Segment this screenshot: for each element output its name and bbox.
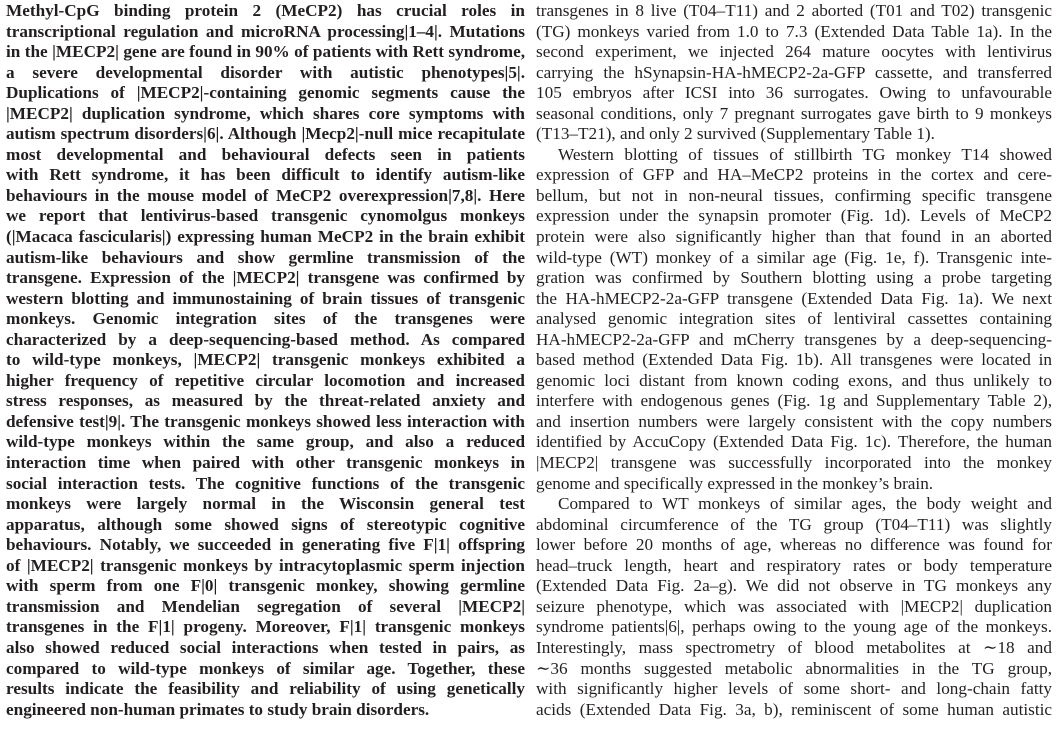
abstract-line: transcriptional regulation and microRNA processing|1–4|. Mutations <box>6 21 525 41</box>
abstract-line: social interaction tests. The cognitive functions of the transgenic <box>6 473 525 493</box>
body-line: with significantly higher levels of some short- and long-chain fatty <box>536 679 1052 699</box>
body-line: analysed genomic integration sites of lentiviral cassettes containing <box>536 309 1052 329</box>
body-line: second experiment, we injected 264 mature oocytes with lentivirus <box>536 42 1052 62</box>
body-line: Compared to WT monkeys of similar ages, the body weight and <box>558 494 1052 514</box>
body-line: syndrome patients|6|, perhaps owing to the young age of the monkeys. <box>536 617 1052 637</box>
body-line: 105 embryos after ICSI into 36 surrogates. Owing to unfavourable <box>536 83 1052 103</box>
abstract-line: monkeys were largely normal in the Wisconsin general test <box>6 494 525 514</box>
body-line: expression under the synapsin promoter (Fig. 1d). Levels of MeCP2 <box>536 206 1052 226</box>
body-line: Interestingly, mass spectrometry of blood metabolites at ∼18 and <box>536 637 1052 657</box>
abstract-line: stress responses, as measured by the threat-related anxiety and <box>6 391 525 411</box>
abstract-line: with Rett syndrome, it has been difficult to identify autism-like <box>6 165 525 185</box>
abstract-line: with sperm from one F|0| transgenic monkey, showing germline <box>6 576 525 596</box>
abstract-line: also showed reduced social interactions when tested in pairs, as <box>6 637 525 657</box>
body-line: bellum, but not in non-neural tissues, confirming specific transgene <box>536 185 1052 205</box>
body-line: (TG) monkeys varied from 1.0 to 7.3 (Extended Data Table 1a). In the <box>536 21 1052 41</box>
body-line: seasonal conditions, only 7 pregnant surrogates gave birth to 9 monkeys <box>536 103 1052 123</box>
abstract-line: behaviours. Notably, we succeeded in generating five F|1| offspring <box>6 535 525 555</box>
abstract-line: Duplications of |MECP2|-containing genomic segments cause the <box>6 83 525 103</box>
body-line: |MECP2| transgene was successfully incorporated into the monkey <box>536 453 1052 473</box>
body-line: based method (Extended Data Fig. 1b). All transgenes were located in <box>536 350 1052 370</box>
body-line: (T13–T21), and only 2 survived (Supplementary Table 1). <box>536 124 935 144</box>
abstract-line: characterized by a deep-sequencing-based method. As compared <box>6 329 525 349</box>
body-line: interfere with endogenous genes (Fig. 1g and Supplementary Table 2), <box>536 391 1052 411</box>
body-line: identified by AccuCopy (Extended Data Fig. 1c). Therefore, the human <box>536 432 1052 452</box>
abstract-line: autism spectrum disorders|6|. Although |Mecp2|-null mice recapitulate <box>6 124 525 144</box>
cut-off-line <box>536 720 1052 732</box>
body-line: acids (Extended Data Fig. 3a, b), reminiscent of some human autistic <box>536 699 1052 719</box>
abstract-line: (|Macaca fascicularis|) expressing human MeCP2 in the brain exhibit <box>6 227 525 247</box>
abstract-line: Methyl-CpG binding protein 2 (MeCP2) has crucial roles in <box>6 1 525 20</box>
body-line: transgenes in 8 live (T04–T11) and 2 aborted (T01 and T02) transgenic <box>536 1 1052 20</box>
abstract-line: of |MECP2| transgenic monkeys by intracytoplasmic sperm injection <box>6 555 525 575</box>
abstract-line: to wild-type monkeys, |MECP2| transgenic monkeys exhibited a <box>6 350 525 370</box>
abstract-column <box>6 1 525 720</box>
abstract-line: transmission and Mendelian segregation of several |MECP2| <box>6 596 525 616</box>
abstract-line: wild-type monkeys within the same group, and also a reduced <box>6 432 525 452</box>
body-line: expression of GFP and HA–MeCP2 proteins in the cortex and cere- <box>536 165 1052 185</box>
abstract-line: a severe developmental disorder with autistic phenotypes|5|. <box>6 62 525 82</box>
abstract-line: |MECP2| duplication syndrome, which shares core symptoms with <box>6 103 525 123</box>
body-line: abdominal circumference of the TG group (T04–T11) was slightly <box>536 514 1052 534</box>
abstract-line: results indicate the feasibility and reliability of using genetically <box>6 679 525 699</box>
abstract-line: engineered non-human primates to study brain disorders. <box>6 699 430 719</box>
body-line: the HA-hMECP2-2a-GFP transgene (Extended Data Fig. 1a). We next <box>536 288 1052 308</box>
abstract-line: higher frequency of repetitive circular locomotion and increased <box>6 370 525 390</box>
body-line: Western blotting of tissues of stillbirth TG monkey T14 showed <box>558 144 1052 164</box>
body-column <box>536 1 1052 732</box>
abstract-line: defensive test|9|. The transgenic monkeys showed less interaction with <box>6 411 525 431</box>
body-line: (Extended Data Fig. 2a–g). We did not observe in TG monkeys any <box>536 576 1052 596</box>
abstract-line: transgenes in the F|1| progeny. Moreover, F|1| transgenic monkeys <box>6 617 525 637</box>
abstract-line: in the |MECP2| gene are found in 90% of patients with Rett syndrome, <box>6 42 525 62</box>
abstract-line: interaction time when paired with other transgenic monkeys in <box>6 453 525 473</box>
abstract-line: behaviours in the mouse model of MeCP2 overexpression|7,8|. Here <box>6 185 525 205</box>
body-line: lower before 20 months of age, whereas no difference was found for <box>536 535 1052 555</box>
abstract-line: compared to wild-type monkeys of similar age. Together, these <box>6 658 525 678</box>
body-line: ∼36 months suggested metabolic abnormalities in the TG group, <box>536 658 1052 678</box>
abstract-line: most developmental and behavioural defects seen in patients <box>6 144 525 164</box>
body-line: HA-hMECP2-2a-GFP and mCherry transgenes by a deep-sequencing- <box>536 329 1052 349</box>
abstract-line: transgene. Expression of the |MECP2| transgene was confirmed by <box>6 268 525 288</box>
abstract-line: autism-like behaviours and show germline transmission of the <box>6 247 525 267</box>
body-line: protein were also significantly higher than that found in an aborted <box>536 227 1052 247</box>
body-line: wild-type (WT) monkey of a similar age (Fig. 1e, f). Transgenic inte- <box>536 247 1052 267</box>
body-line: genomic loci distant from known coding exons, and thus unlikely to <box>536 370 1052 390</box>
body-line: and insertion numbers were largely consistent with the copy numbers <box>536 411 1052 431</box>
body-line: gration was confirmed by Southern blotting using a probe targeting <box>536 268 1052 288</box>
abstract-line: western blotting and immunostaining of brain tissues of transgenic <box>6 288 525 308</box>
abstract-line: apparatus, although some showed signs of stereotypic cognitive <box>6 514 525 534</box>
body-line: head–truck length, heart and respiratory rates or body temperature <box>536 555 1052 575</box>
abstract-line: we report that lentivirus-based transgenic cynomolgus monkeys <box>6 206 525 226</box>
body-line: seizure phenotype, which was associated with |MECP2| duplication <box>536 596 1052 616</box>
body-line: carrying the hSynapsin-HA-hMECP2-2a-GFP cassette, and transferred <box>536 62 1052 82</box>
body-line: genome and specifically expressed in the monkey’s brain. <box>536 473 934 493</box>
abstract-line: monkeys. Genomic integration sites of the transgenes were <box>6 309 525 329</box>
